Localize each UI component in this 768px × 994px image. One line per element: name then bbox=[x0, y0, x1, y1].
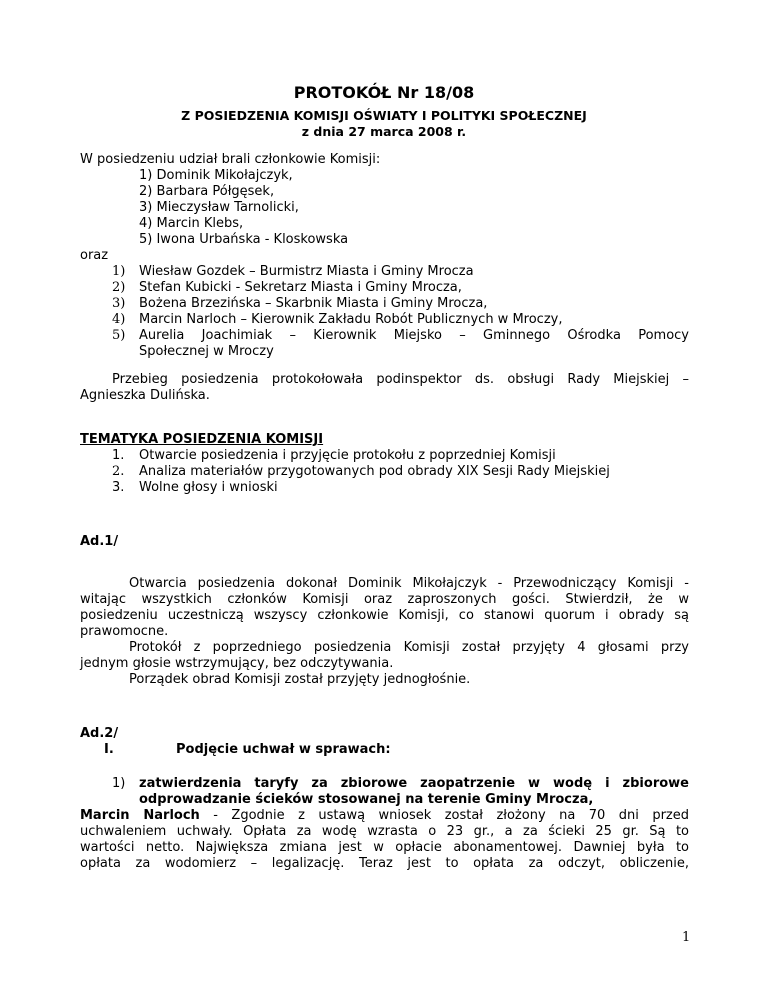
member-item: 2) Barbara Półgęsek, bbox=[139, 184, 275, 199]
ad1-paragraph-line: prawomocne. bbox=[80, 624, 169, 639]
ad2-section-title: Podjęcie uchwał w sprawach: bbox=[176, 742, 391, 757]
protocol-title: PROTOKÓŁ Nr 18/08 bbox=[293, 83, 475, 102]
guest-number: 2) bbox=[112, 280, 126, 295]
guest-item: Aurelia Joachimiak – Kierownik Miejsko – Gminnego Ośrodka Pomocy bbox=[139, 328, 689, 343]
speaker-name: Marcin Narloch bbox=[80, 808, 200, 823]
agenda-heading: TEMATYKA POSIEDZENIA KOMISJI bbox=[80, 432, 324, 447]
ad1-paragraph-line: jednym głosie wstrzymujący, bez odczytywania. bbox=[80, 656, 394, 671]
ad2-roman-numeral: I. bbox=[104, 742, 114, 757]
guest-number: 5) bbox=[112, 328, 126, 343]
protocol-date: z dnia 27 marca 2008 r. bbox=[301, 124, 467, 139]
recorder-text: Agnieszka Dulińska. bbox=[80, 388, 210, 403]
ad1-heading: Ad.1/ bbox=[80, 534, 119, 549]
speech-line: uchwaleniem uchwały. Opłata za wodę wzrasta o 23 gr., a za ścieki 25 gr. Są to bbox=[80, 824, 689, 839]
guest-item: Wiesław Gozdek – Burmistrz Miasta i Gminy Mrocza bbox=[139, 264, 474, 279]
speech-text: - Zgodnie z ustawą wniosek został złożony na 70 dni przed bbox=[199, 808, 689, 823]
resolution-number: 1) bbox=[112, 776, 126, 791]
member-item: 5) Iwona Urbańska - Kloskowska bbox=[139, 232, 349, 247]
agenda-item: Analiza materiałów przygotowanych pod obrady XIX Sesji Rady Miejskiej bbox=[139, 464, 610, 479]
member-item: 4) Marcin Klebs, bbox=[139, 216, 244, 231]
guest-number: 3) bbox=[112, 296, 126, 311]
guest-item: Stefan Kubicki - Sekretarz Miasta i Gminy Mrocza, bbox=[139, 280, 462, 295]
ad1-paragraph-line: posiedzeniu uczestniczą wszyscy członkowie Komisji, co stanowi quorum i obrady są bbox=[80, 608, 689, 623]
ad1-paragraph-line: Porządek obrad Komisji został przyjęty jednogłośnie. bbox=[129, 672, 471, 687]
member-item: 1) Dominik Mikołajczyk, bbox=[139, 168, 293, 183]
protocol-subtitle: Z POSIEDZENIA KOMISJI OŚWIATY I POLITYKI SPOŁECZNEJ bbox=[181, 108, 587, 123]
guest-number: 4) bbox=[112, 312, 126, 327]
ad1-paragraph-line: Protokół z poprzedniego posiedzenia Komisji został przyjęty 4 głosami przy bbox=[129, 640, 689, 655]
recorder-text: Przebieg posiedzenia protokołowała podinspektor ds. obsługi Rady Miejskiej – bbox=[112, 372, 689, 387]
speech-line: wartości netto. Największa zmiana jest w opłacie abonamentowej. Dawniej była to bbox=[80, 840, 689, 855]
member-item: 3) Mieczysław Tarnolicki, bbox=[139, 200, 299, 215]
attendance-intro: W posiedzeniu udział brali członkowie Komisji: bbox=[80, 152, 381, 167]
agenda-number: 3. bbox=[112, 480, 125, 495]
ad1-paragraph-line: Otwarcia posiedzenia dokonał Dominik Mikołajczyk - Przewodniczący Komisji - bbox=[129, 576, 689, 591]
guest-item: Marcin Narloch – Kierownik Zakładu Robót Publicznych w Mroczy, bbox=[139, 312, 563, 327]
ad2-heading: Ad.2/ bbox=[80, 726, 119, 741]
guest-number: 1) bbox=[112, 264, 126, 279]
ad1-paragraph-line: witając wszystkich członków Komisji oraz zaproszonych gości. Stwierdził, że w bbox=[80, 592, 689, 607]
guest-item-continuation: Społecznej w Mroczy bbox=[139, 344, 274, 359]
guest-item: Bożena Brzezińska – Skarbnik Miasta i Gminy Mrocza, bbox=[139, 296, 488, 311]
agenda-number: 1. bbox=[112, 448, 125, 463]
speech-line: opłata za wodomierz – legalizację. Teraz jest to opłata za odczyt, obliczenie, bbox=[80, 856, 689, 871]
oraz-label: oraz bbox=[80, 248, 109, 263]
resolution-title: odprowadzanie ścieków stosowanej na terenie Gminy Mrocza, bbox=[139, 792, 594, 807]
agenda-item: Otwarcie posiedzenia i przyjęcie protokołu z poprzedniej Komisji bbox=[139, 448, 556, 463]
page-number: 1 bbox=[682, 930, 691, 945]
agenda-number: 2. bbox=[112, 464, 125, 479]
agenda-item: Wolne głosy i wnioski bbox=[139, 480, 278, 495]
speech-first-line bbox=[80, 808, 689, 824]
resolution-title: zatwierdzenia taryfy za zbiorowe zaopatrzenie w wodę i zbiorowe bbox=[139, 776, 689, 791]
